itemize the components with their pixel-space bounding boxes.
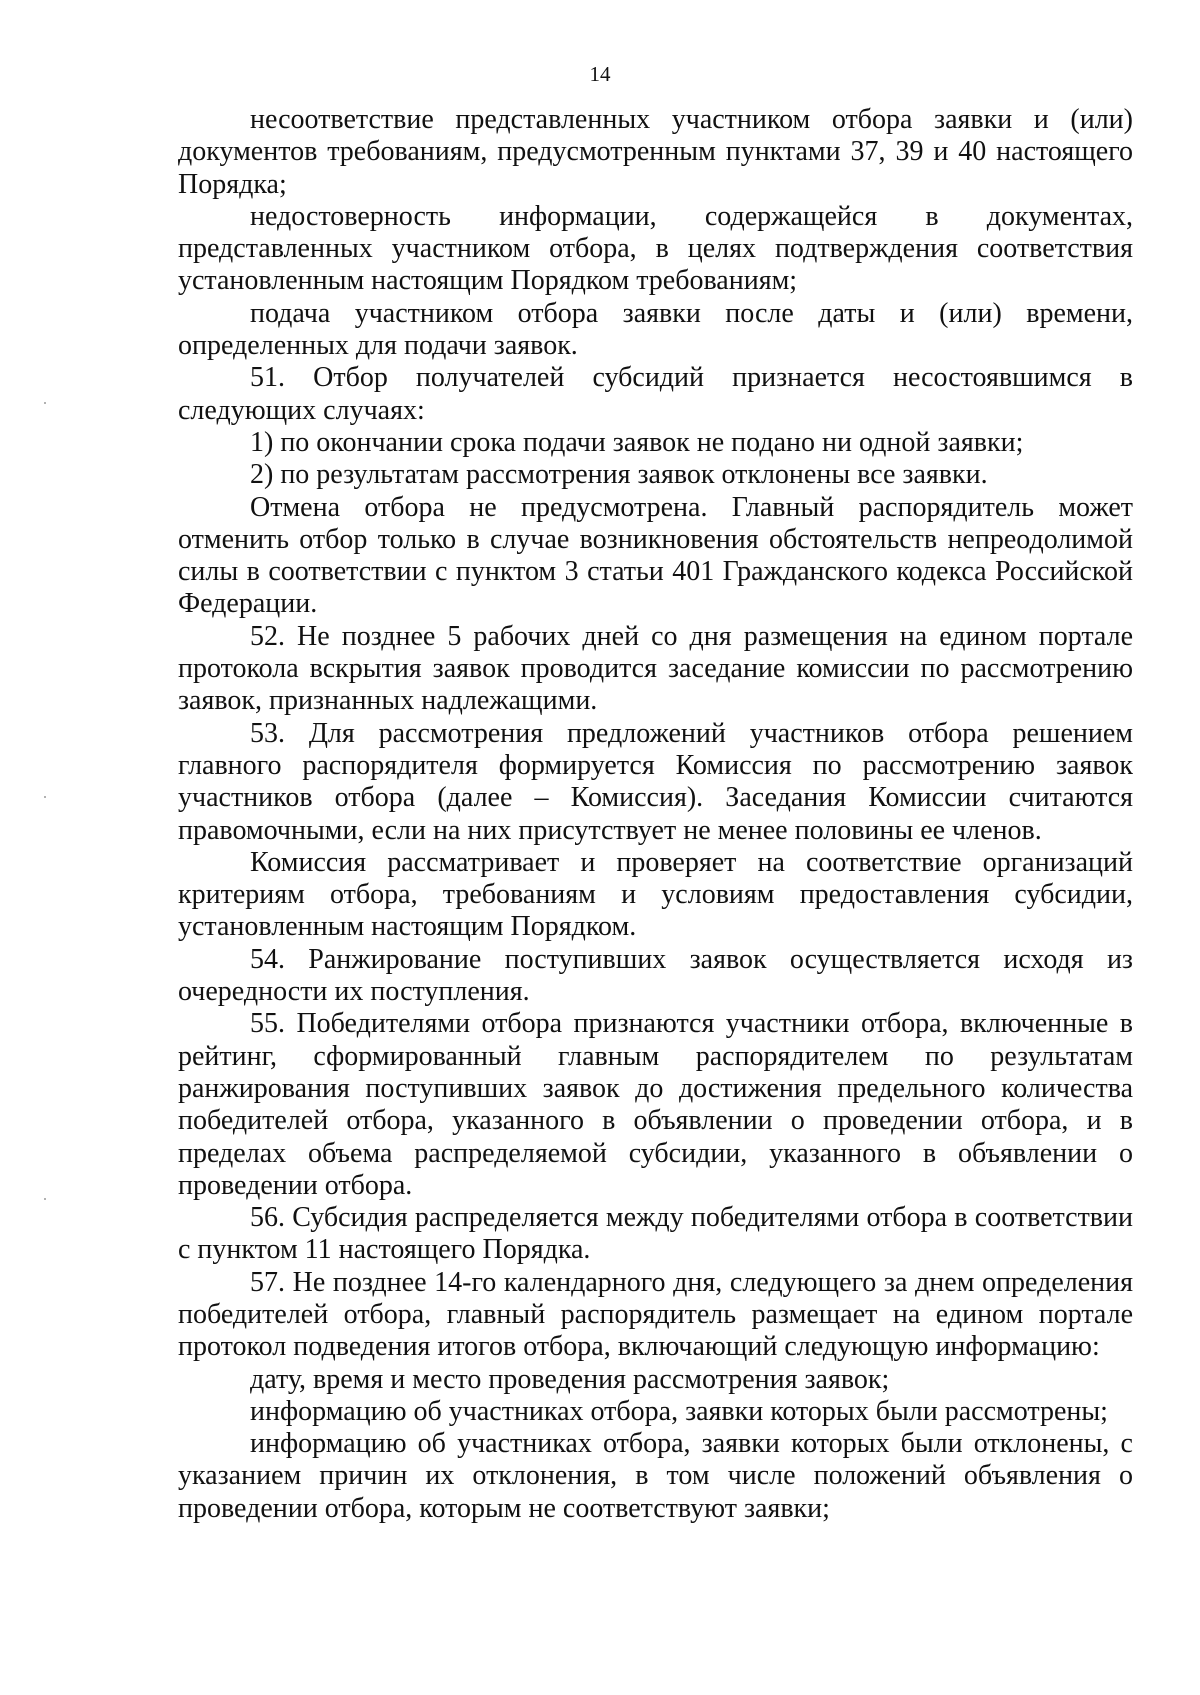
page-number: 14 (589, 62, 611, 86)
paragraph-57-protocol: 57. Не позднее 14-го календарного дня, следующего за днем определения победителей отбора, главный распорядитель размещает на едином портале протокол подведения итогов отбора, включающий следующую информацию: (178, 1266, 1133, 1363)
paragraph-protocol-rejected-participants: информацию об участниках отбора, заявки которых были отклонены, с указанием причин их отклонения, в том числе положений объявления о проведении отбора, которым не соответствуют заявки; (178, 1428, 1133, 1524)
paragraph-51-case-2: 2) по результатам рассмотрения заявок отклонены все заявки. (250, 459, 988, 491)
paragraph-commission-review: Комиссия рассматривает и проверяет на соответствие организаций критериям отбора, требованиям и условиям предоставления субсидии, установленным настоящим Порядком. (178, 846, 1133, 943)
paragraph-late-submission: подача участником отбора заявки после даты и (или) времени, определенных для подачи заявок. (178, 297, 1133, 362)
paragraph-protocol-reviewed-participants: информацию об участниках отбора, заявки которых были рассмотрены; (250, 1395, 1108, 1427)
paragraph-53-commission-formation: 53. Для рассмотрения предложений участников отбора решением главного распорядителя формируется Комиссия по рассмотрению заявок участников отбора (далее – Комиссия). Заседания Комиссии считаются правомочными, если на них присутствует не менее половины ее членов. (178, 717, 1133, 846)
scan-mark-dot (44, 402, 46, 404)
paragraph-54-ranking: 54. Ранжирование поступивших заявок осуществляется исходя из очередности их поступления. (178, 943, 1133, 1008)
paragraph-51-case-1: 1) по окончании срока подачи заявок не подано ни одной заявки; (250, 426, 1024, 458)
paragraph-56-subsidy-distribution: 56. Субсидия распределяется между победителями отбора в соответствии с пунктом 11 настоящего Порядка. (178, 1202, 1133, 1266)
paragraph-protocol-date-time-place: дату, время и место проведения рассмотрения заявок; (250, 1363, 890, 1395)
paragraph-51-failed-selection: 51. Отбор получателей субсидий признается несостоявшимся в следующих случаях: (178, 362, 1133, 426)
scan-mark-dot (44, 1198, 46, 1200)
paragraph-52-commission-meeting: 52. Не позднее 5 рабочих дней со дня размещения на едином портале протокола вскрытия заявок проводится заседание комиссии по рассмотрению заявок, признанных надлежащими. (178, 620, 1133, 717)
paragraph-cancellation: Отмена отбора не предусмотрена. Главный распорядитель может отменить отбор только в случае возникновения обстоятельств непреодолимой силы в соответствии с пунктом 3 статьи 401 Гражданского кодекса Российской Федерации. (178, 491, 1133, 620)
document-body (178, 104, 1133, 1525)
scan-mark-dot (44, 796, 46, 798)
paragraph-unreliable-information: недостоверность информации, содержащейся в документах, представленных участником отбора, в целях подтверждения соответствия установленным настоящим Порядком требованиям; (178, 200, 1133, 297)
paragraph-55-winners: 55. Победителями отбора признаются участники отбора, включенные в рейтинг, сформированный главным распорядителем по результатам ранжирования поступивших заявок до достижения предельного количества победителей отбора, указанного в объявлении о проведении отбора, и в пределах объема распределяемой субсидии, указанного в объявлении о проведении отбора. (178, 1008, 1133, 1201)
paragraph-mismatch-requirements: несоответствие представленных участником отбора заявки и (или) документов требованиям, предусмотренным пунктами 37, 39 и 40 настоящего Порядка; (178, 104, 1133, 200)
